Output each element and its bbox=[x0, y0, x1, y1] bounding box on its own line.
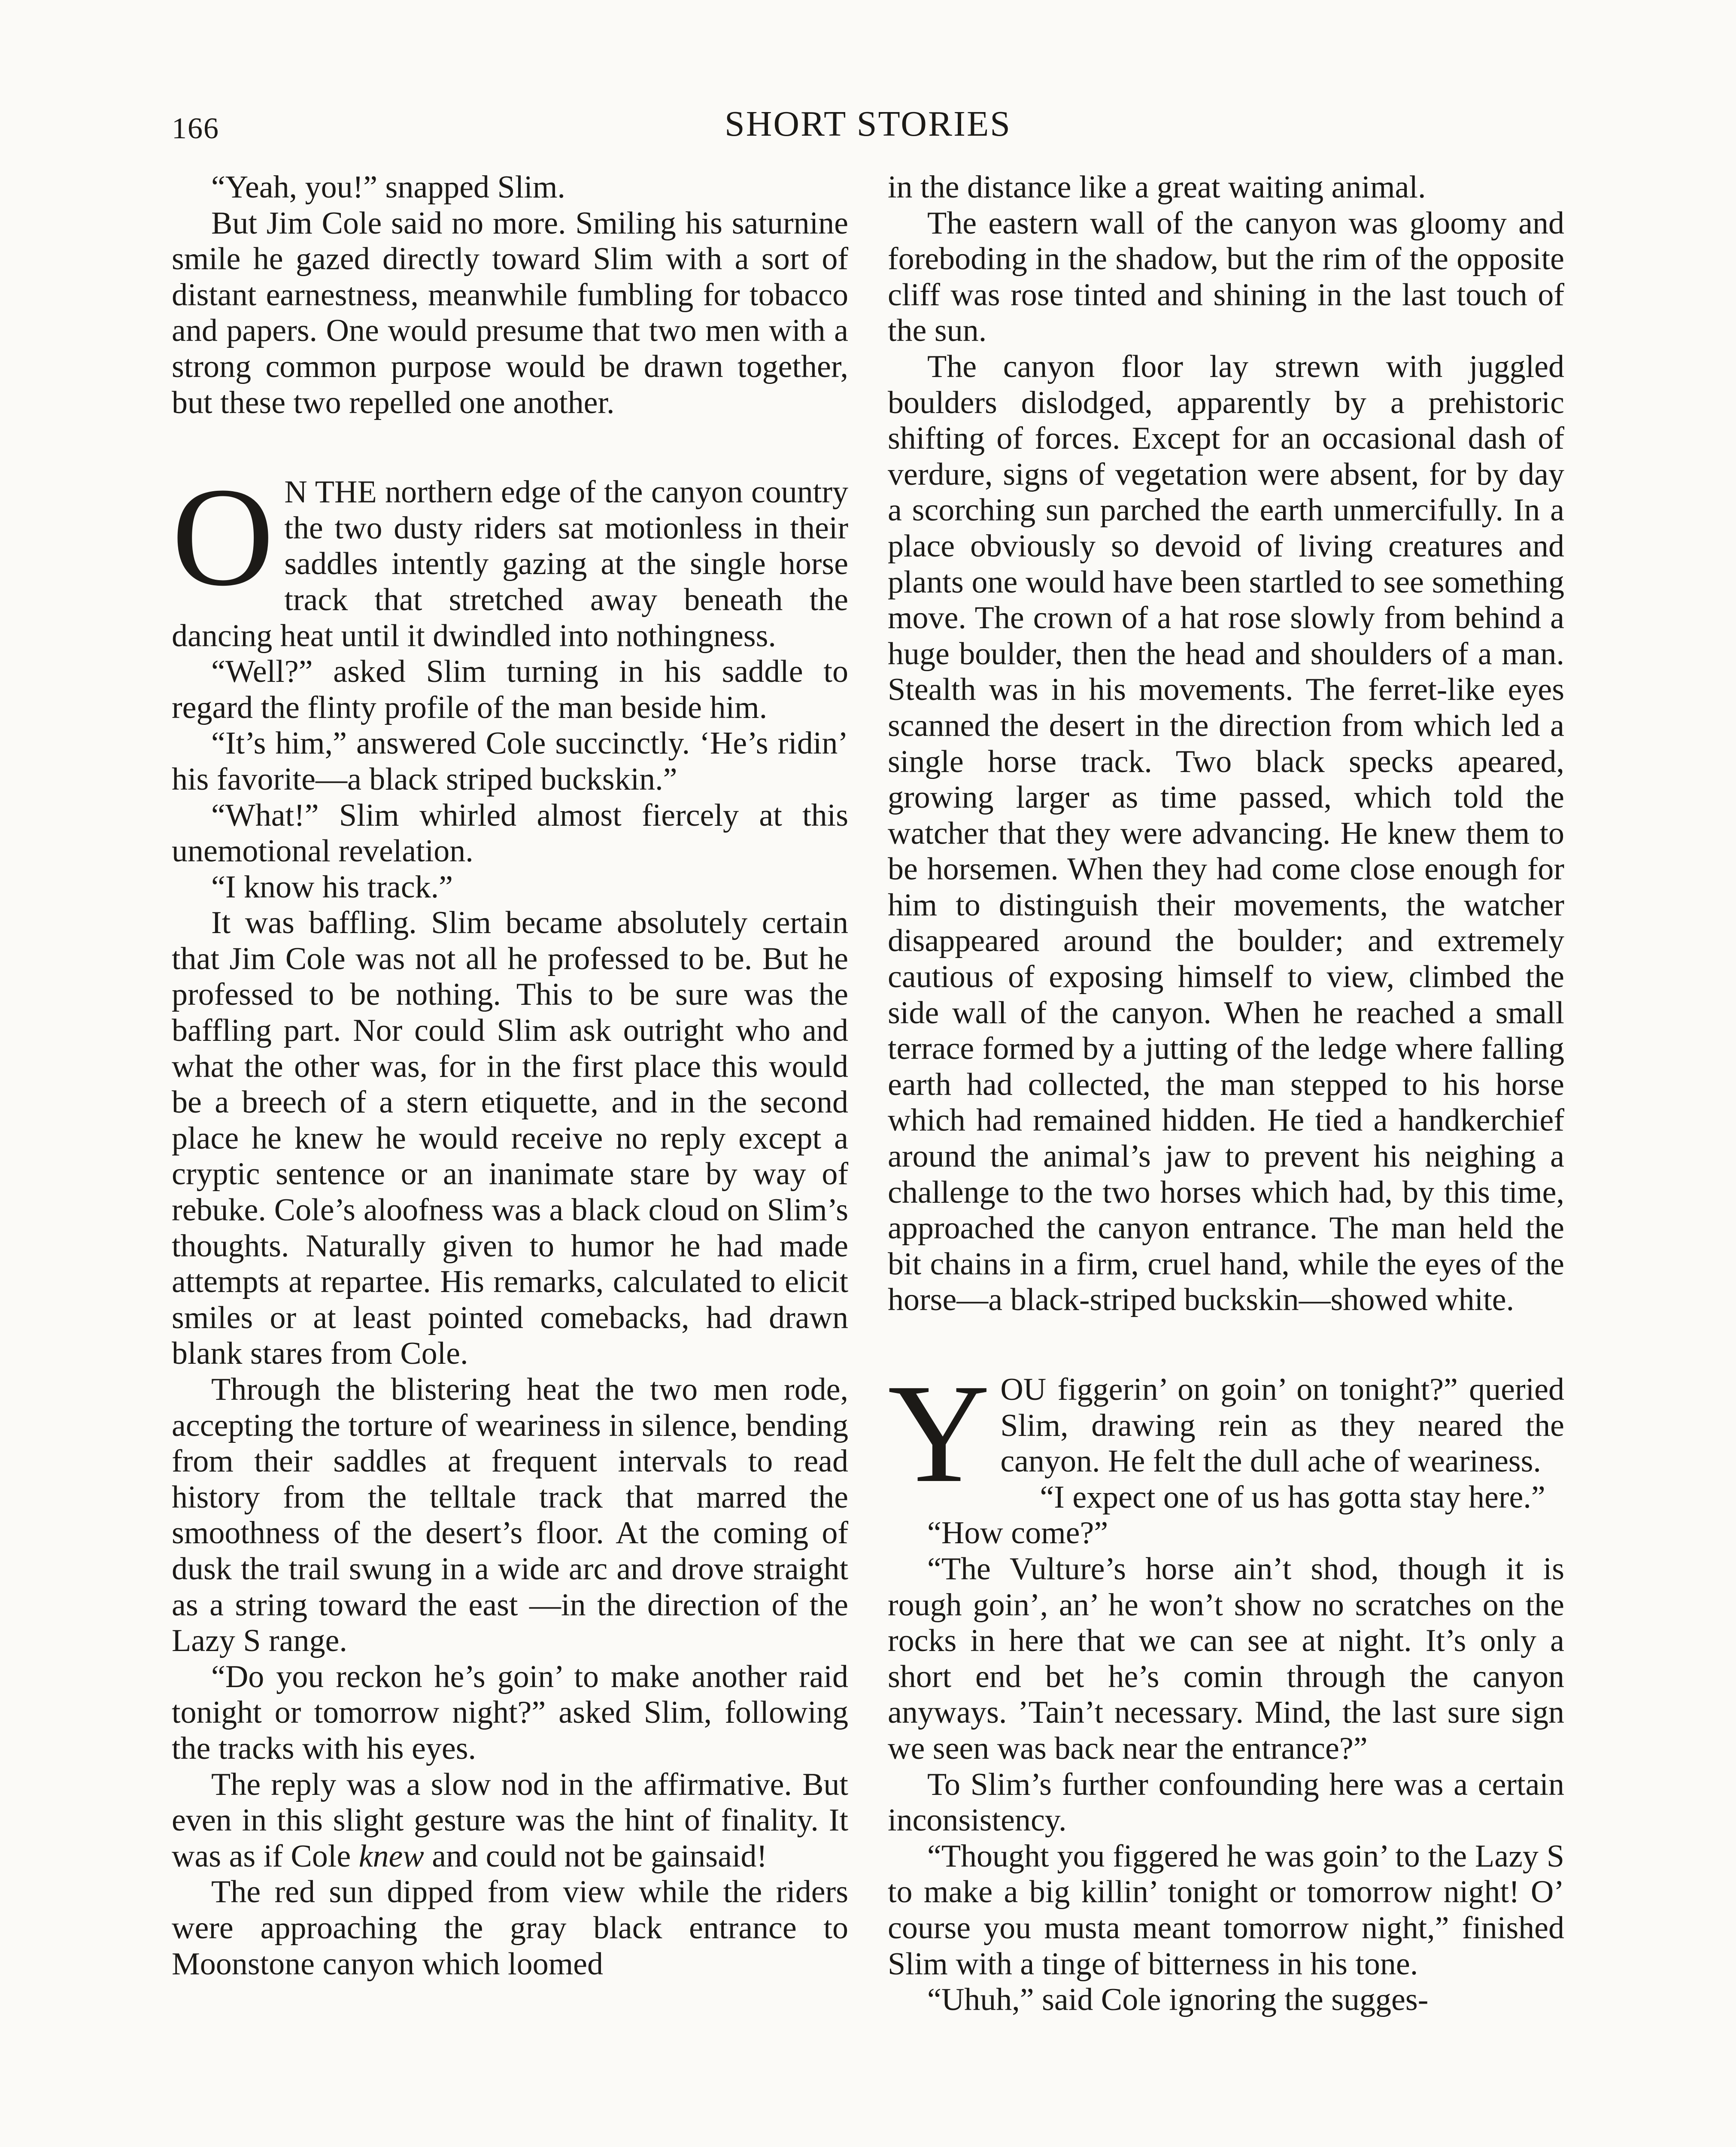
paragraph: But Jim Cole said no more. Smiling his saturnine smile he gazed directly toward Slim with a sort of distant earnestness, meanwhile fumbling for tobacco and papers. One would presume that two men with a strong common purpose would be drawn together, but these two repelled one another. bbox=[172, 205, 848, 420]
right-column bbox=[888, 170, 1564, 2018]
paragraph: The canyon floor lay strewn with juggled boulders dislodged, apparently by a prehistoric shifting of forces. Except for an occasional dash of verdure, signs of vegetation were absent, for by day a scorching sun parched the earth unmercifully. In a place obviously so devoid of living creatures and plants one would have been startled to see something move. The crown of a hat rose slowly from behind a huge boulder, then the head and shoulders of a man. Stealth was in his movements. The ferret-like eyes scanned the desert in the direction from which led a single horse track. Two black specks apeared, growing larger as time passed, which told the watcher that they were advancing. He knew them to be horsemen. When they had come close enough for him to distinguish their movements, the watcher disappeared around the boulder; and extremely cautious of exposing himself to view, climbed the side wall of the canyon. When he reached a small terrace formed by a jutting of the ledge where falling earth had collected, the man stepped to his horse which had remained hidden. He tied a handkerchief around the animal’s jaw to prevent his neighing a challenge to the two horses which had, by this time, approached the canyon entrance. The man held the bit chains in a firm, cruel hand, while the eyes of the horse—a black-striped buckskin—showed white. bbox=[888, 349, 1564, 1318]
paragraph-text: OU figgerin’ on goin’ on tonight?” queried Slim, drawing rein as they neared the canyon. He felt the dull ache of weariness. bbox=[1000, 1372, 1564, 1479]
paragraph: “Yeah, you!” snapped Slim. bbox=[211, 170, 565, 205]
running-head: SHORT STORIES bbox=[724, 104, 1011, 144]
paragraph: “What!” Slim whirled almost fiercely at this unemotional revelation. bbox=[172, 797, 848, 869]
paragraph: “Uhuh,” said Cole ignoring the sugges- bbox=[927, 1982, 1429, 2018]
paragraph: “It’s him,” answered Cole succinctly. ‘He’s ridin’ his favorite—a black striped buckskin.” bbox=[172, 726, 848, 797]
paragraph: To Slim’s further confounding here was a certain inconsistency. bbox=[888, 1767, 1564, 1838]
paragraph: “I know his track.” bbox=[211, 869, 453, 905]
paragraph-text: N THE northern edge of the canyon country the two dusty riders sat motionless in their saddles intently gazing at the single horse track that stretched away beneath the dancing heat until it dwindled into nothingness. bbox=[172, 474, 848, 654]
paragraph-text: and could not be gainsaid! bbox=[424, 1838, 768, 1874]
left-column bbox=[172, 170, 848, 1982]
emphasized-word: knew bbox=[358, 1838, 424, 1874]
paragraph: It was baffling. Slim became absolutely certain that Jim Cole was not all he professed to be. But he professed to be nothing. This to be sure was the baffling part. Nor could Slim ask outright who and what the other was, for in the first place this would be a breech of a stern etiquette, and in the second place he knew he would receive no reply except a cryptic sentence or an inanimate stare by way of rebuke. Cole’s aloofness was a black cloud on Slim’s thoughts. Naturally given to humor he had made attempts at repartee. His remarks, calculated to elicit smiles or at least pointed comebacks, had drawn blank stares from Cole. bbox=[172, 905, 848, 1372]
paragraph: “How come?” bbox=[927, 1515, 1108, 1551]
paragraph: “The Vulture’s horse ain’t shod, though it is rough goin’, an’ he won’t show no scratches on the rocks in here that we can see at night. It’s only a short end bet he’s comin through the canyon anyways. ’Tain’t necessary. Mind, the last sure sign we seen was back near the entrance?” bbox=[888, 1551, 1564, 1766]
drop-cap: Y bbox=[888, 1355, 990, 1512]
paragraph: “Well?” asked Slim turning in his saddle to regard the flinty profile of the man beside him. bbox=[172, 654, 848, 725]
drop-cap: O bbox=[172, 459, 274, 616]
paragraph: The eastern wall of the canyon was gloomy and foreboding in the shadow, but the rim of the opposite cliff was rose tinted and shining in the last touch of the sun. bbox=[888, 205, 1564, 349]
paragraph: “Do you reckon he’s goin’ to make another raid tonight or tomorrow night?” asked Slim, following the tracks with his eyes. bbox=[172, 1659, 848, 1766]
paragraph: Through the blistering heat the two men rode, accepting the torture of weariness in silence, bending from their saddles at frequent intervals to read history from the telltale track that marred the smoothness of the desert’s floor. At the coming of dusk the trail swung in a wide arc and drove straight as a string toward the east —in the direction of the Lazy S range. bbox=[172, 1372, 848, 1659]
paragraph: “Thought you figgered he was goin’ to the Lazy S to make a big killin’ tonight or tomorrow night! O’ course you musta meant tomorrow night,” finished Slim with a tinge of bitterness in his tone. bbox=[888, 1838, 1564, 1982]
page-number: 166 bbox=[172, 112, 219, 145]
paragraph: in the distance like a great waiting animal. bbox=[888, 170, 1426, 205]
paragraph: “I expect one of us has gotta stay here.” bbox=[1040, 1479, 1545, 1515]
page-header bbox=[0, 103, 1736, 155]
paragraph-text: The reply was a slow nod in the affirmative. But even in this slight gesture was the hint of finality. It was as if Cole bbox=[172, 1767, 848, 1874]
paragraph bbox=[172, 1767, 848, 1875]
paragraph: The red sun dipped from view while the riders were approaching the gray black entrance to Moonstone canyon which loomed bbox=[172, 1874, 848, 1982]
section-opening-paragraph bbox=[172, 459, 848, 654]
